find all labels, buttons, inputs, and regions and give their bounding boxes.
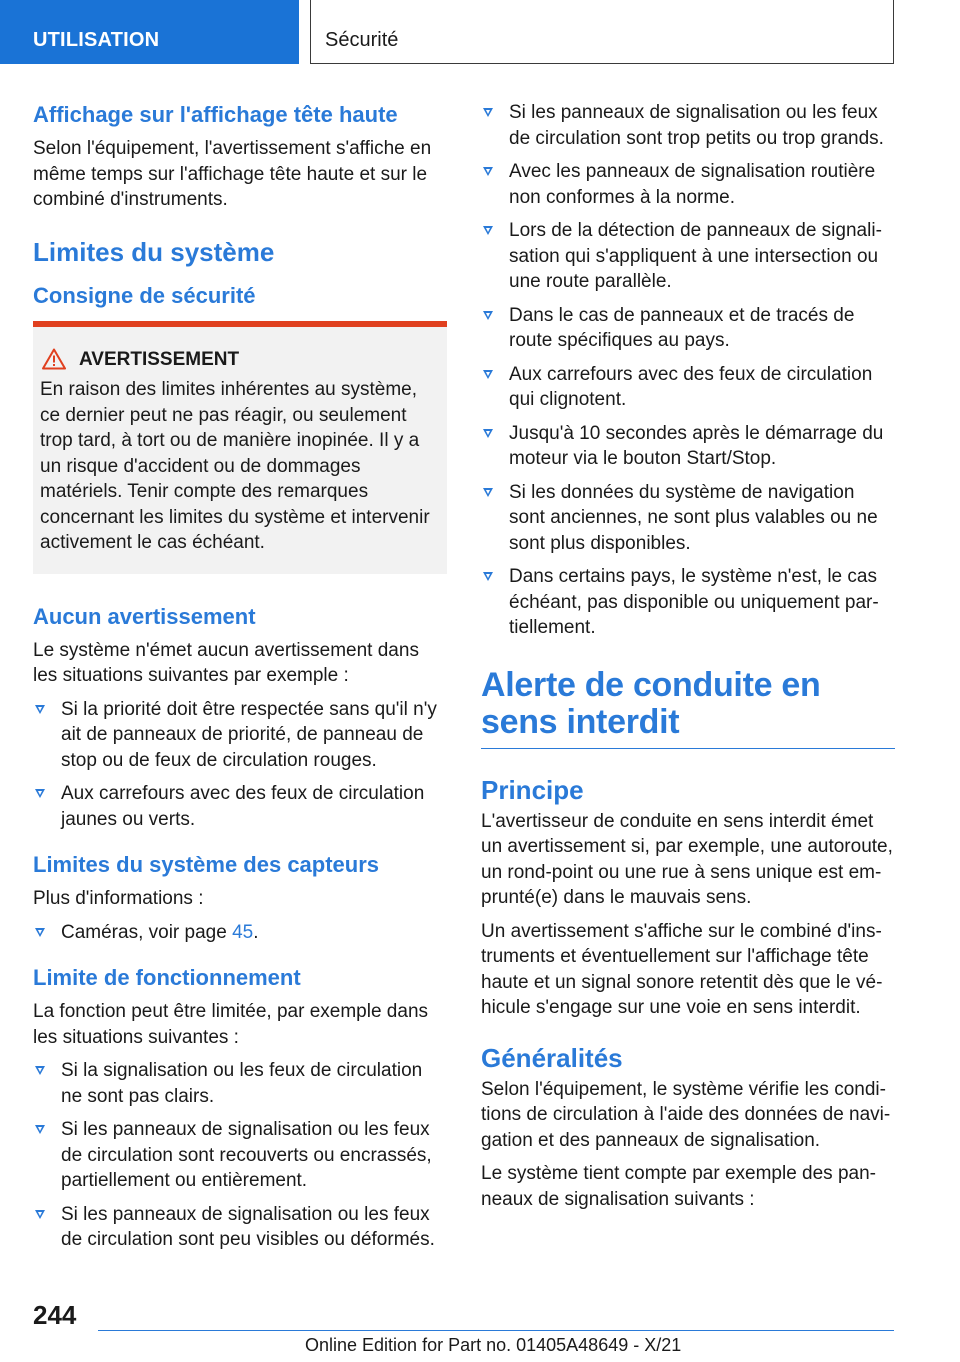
list-item: Si les panneaux de signalisation ou les feux de circulation sont trop petits ou trop grands. [481,100,895,151]
list-item: Si la priorité doit être respectée sans qu'il n'y ait de panneaux de priorité, de panneau de stop ou de feux de circulation rouges. [33,697,447,774]
list-item: Si les panneaux de signalisation ou les feux de circulation sont recouverts ou encrassés, partiellement ou entièrement. [33,1117,447,1194]
heading-aucun-avertissement: Aucun avertissement [33,603,256,629]
list-item: Caméras, voir page 45. [33,920,447,946]
warning-box [33,321,447,574]
warning-title: AVERTISSEMENT [79,348,240,370]
list-item: Jusqu'à 10 secondes après le démarrage du moteur via le bouton Start/Stop. [481,421,895,472]
paragraph-principe-1: L'avertisseur de conduite en sens interdit émet un avertissement si, par exemple, une autoroute, un rond-point ou une rue à sens unique est emprunté(e) dans le mauvais sens. [481,810,893,908]
heading-limite-fonctionnement: Limite de fonctionnement [33,965,301,990]
heading-consigne-securite: Consigne de sécurité [33,282,256,308]
footer-divider [98,1330,894,1331]
bullet-triangle-icon [483,226,493,235]
bullet-triangle-icon [483,488,493,497]
paragraph-principe-2: Un avertissement s'affiche sur le combiné d'instruments et éventuellement sur l'affichage tête haute et un signal sonore retentit dès que le véhicule s'engage sur une voie en sens interdit. [481,920,883,1018]
heading-generalites: Généralités [481,1042,623,1073]
heading-limites-capteurs: Limites du système des capteurs [33,852,380,877]
heading-affichage: Affichage sur l'affichage tête haute [33,102,398,127]
bullet-triangle-icon [35,705,45,714]
list-aucun [33,697,447,833]
bullet-triangle-icon [35,1210,45,1219]
list-item: Si les panneaux de signalisation ou les feux de circulation sont peu visibles ou déformés. [33,1202,447,1253]
heading-alerte-sens-interdit: Alerte de conduite en sens interdit [481,665,821,741]
list-item: Aux carrefours avec des feux de circulation jaunes ou verts. [33,781,447,832]
section-divider [481,748,895,749]
chapter-header [310,0,894,64]
warning-triangle-icon [42,348,66,370]
bullet-triangle-icon [35,1125,45,1134]
list-item: Avec les panneaux de signalisation routière non conformes à la norme. [481,159,895,210]
warning-text: En raison des limites inhérentes au système, ce dernier peut ne pas réagir, ou seulement trop tard, à tort ou de manière inopinée. Il y a un risque d'accident ou de dommages matériels. Tenir compte des remarques concernant les limites du système et intervenir activement le cas échéant. [40,379,430,553]
right-column [481,100,895,1220]
paragraph-fonction: La fonction peut être limitée, par exemple dans les situations suivantes : [33,1001,429,1048]
list-item: Dans le cas de panneaux et de tracés de route spécifiques au pays. [481,303,895,354]
list-item: Lors de la détection de panneaux de signalisation qui s'appliquent à une intersection ou une route parallèle. [481,218,895,295]
list-item: Dans certains pays, le système n'est, le cas échéant, pas disponible ou uniquement partiellement. [481,564,895,641]
list-item: Si les données du système de navigation sont anciennes, ne sont plus valables ou ne sont plus disponibles. [481,480,895,557]
paragraph-aucun: Le système n'émet aucun avertissement dans les situations suivantes par exemple : [33,639,419,686]
warning-header [40,347,441,373]
page-number: 244 [33,1300,77,1330]
paragraph-generalites-1: Selon l'équipement, le système vérifie les conditions de circulation à l'aide des données de navigation et des panneaux de signalisation. [481,1078,891,1151]
list-limites-continued [481,100,895,641]
list-capteurs [33,920,447,946]
list-item: Aux carrefours avec des feux de circulation qui clignotent. [481,362,895,413]
bullet-triangle-icon [483,370,493,379]
section-title: UTILISATION [33,29,160,51]
bullet-triangle-icon [483,108,493,117]
heading-principe: Principe [481,774,584,805]
left-column [33,100,447,1261]
section-header [0,0,299,64]
bullet-triangle-icon [483,572,493,581]
bullet-triangle-icon [35,1066,45,1075]
paragraph-generalites-2: Le système tient compte par exemple des panneaux de signalisation suivants : [481,1163,876,1210]
bullet-triangle-icon [35,928,45,937]
bullet-triangle-icon [483,429,493,438]
bullet-triangle-icon [483,311,493,320]
bullet-triangle-icon [35,789,45,798]
page-link-45[interactable]: 45 [232,921,254,943]
chapter-title: Sécurité [325,29,399,51]
paragraph-capteurs: Plus d'informations : [33,888,204,909]
footer-edition: Online Edition for Part no. 01405A48649 - X/21 [305,1335,682,1355]
heading-limites-systeme: Limites du système [33,236,275,267]
list-fonction [33,1058,447,1253]
list-item: Si la signalisation ou les feux de circulation ne sont pas clairs. [33,1058,447,1109]
paragraph-affichage: Selon l'équipement, l'avertissement s'affiche en même temps sur l'affichage tête haute et sur le combiné d'instruments. [33,138,432,210]
bullet-triangle-icon [483,167,493,176]
